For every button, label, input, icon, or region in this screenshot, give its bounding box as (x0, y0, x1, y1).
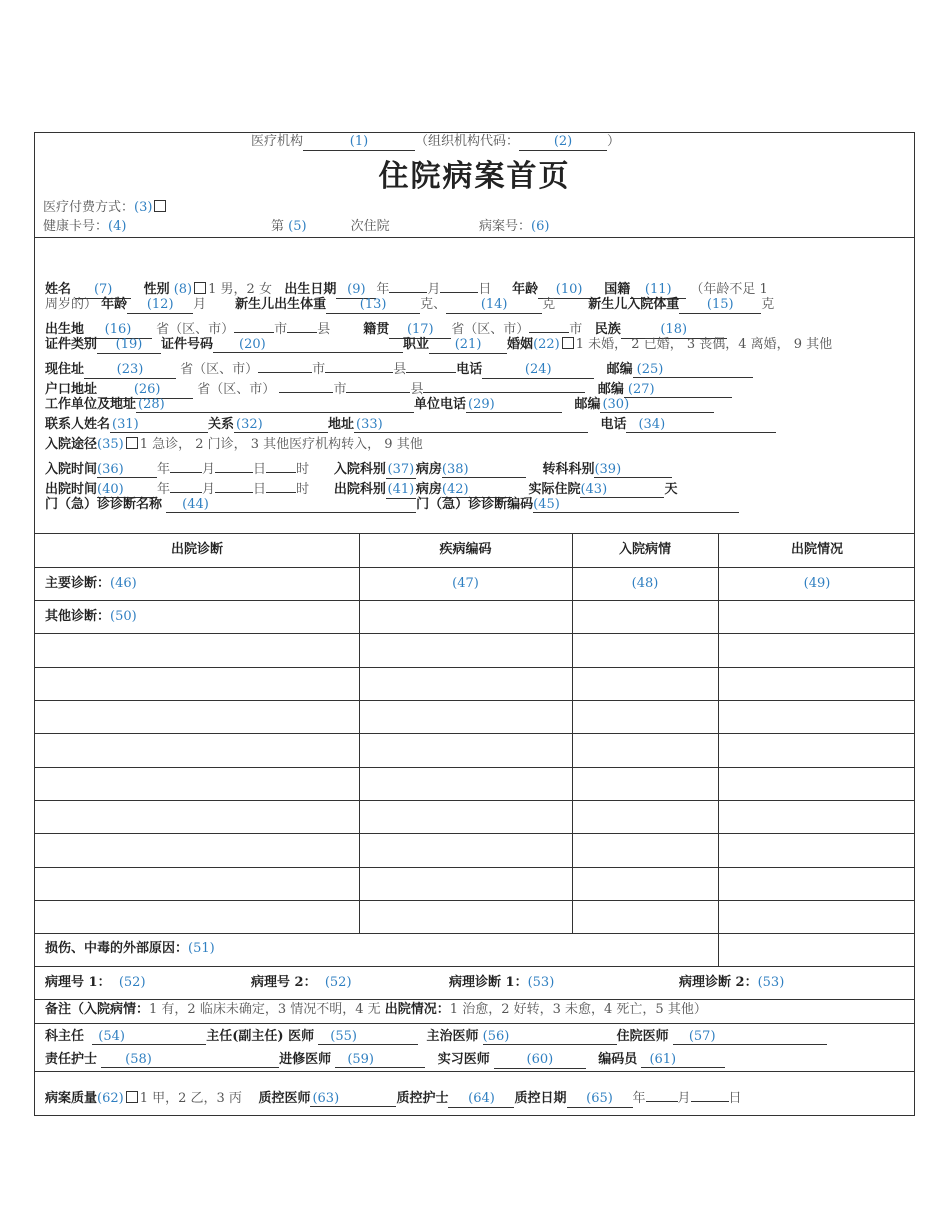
divider (35, 237, 914, 238)
field-14[interactable]: (14) (446, 297, 542, 314)
current-address-label: 现住址 (45, 362, 85, 377)
discharge-dept-label: 出院科别 (333, 482, 386, 497)
signature-row-2 (45, 1051, 725, 1069)
remarks-discharge: 1 治愈，2 好转，3 未愈，4 死亡，5 其他） (449, 1002, 707, 1017)
gram-label-1: 克 (542, 297, 556, 312)
field-38[interactable]: (38) (442, 462, 526, 478)
dis-year-label: 年 (157, 482, 171, 497)
row-line (35, 900, 914, 901)
birth-label: 出生日期 (284, 282, 337, 297)
field-58[interactable]: (58) (101, 1052, 279, 1068)
dis-month-field[interactable] (170, 476, 202, 493)
page-title: 住院病案首页 (378, 159, 571, 194)
qc-date-label: 质控日期 (514, 1091, 567, 1106)
header-disease-code: 疾病编码 (439, 542, 492, 557)
patient-row-2 (45, 296, 774, 314)
field-46: (46) (110, 576, 137, 591)
gram-sep: 克、 (420, 297, 447, 312)
addr-county-field[interactable] (325, 356, 393, 373)
field-30[interactable]: (30) (600, 397, 714, 413)
admit-dept-label: 入院科别 (333, 462, 386, 477)
path2-label: 病理号 2： (251, 975, 317, 990)
field-50: (50) (110, 609, 137, 624)
field-8: (8) (173, 282, 193, 297)
main-dx-cell[interactable] (45, 575, 137, 593)
row-line (35, 600, 914, 601)
nationality-label: 国籍 (604, 282, 631, 297)
health-card-label: 健康卡号： (43, 219, 109, 234)
field-65[interactable]: (65) (567, 1091, 633, 1108)
field-53b[interactable]: (53) (757, 975, 785, 990)
other-dx-label: 其他诊断： (45, 609, 111, 624)
admission-count (271, 218, 390, 236)
patient-row-8 (45, 416, 776, 434)
days-label: 天 (664, 482, 678, 497)
field-23[interactable]: (23) (84, 362, 176, 379)
field-55[interactable]: (55) (318, 1029, 418, 1045)
field-6[interactable]: (6) (531, 219, 550, 234)
sex-checkbox[interactable] (194, 282, 206, 294)
field-28[interactable]: (28) (136, 397, 414, 413)
close-paren: ） (607, 134, 621, 149)
hh-province-label: 省（区、市） (197, 382, 276, 397)
field-22: (22) (533, 337, 560, 352)
dis-day-field[interactable] (215, 476, 253, 493)
name-label: 姓名 (45, 282, 72, 297)
field-52a[interactable]: (52) (118, 975, 146, 990)
record-no-label: 病案号： (479, 219, 532, 234)
injury-label: 损伤、中毒的外部原因： (45, 941, 189, 956)
sex-label: 性别 (143, 282, 170, 297)
addr-county-label: 县 (393, 362, 407, 377)
field-59[interactable]: (59) (335, 1052, 425, 1068)
col-line (718, 533, 719, 966)
field-17[interactable]: (17) (389, 322, 451, 339)
dis-day-label: 日 (253, 482, 267, 497)
qc-day-label: 日 (728, 1091, 742, 1106)
relation-label: 关系 (208, 417, 235, 432)
field-52b[interactable]: (52) (324, 975, 352, 990)
remarks-admit: 1 有，2 临床未确定，3 情况不明，4 无 (149, 1002, 381, 1017)
city-label: 市 (274, 322, 288, 337)
pathdx2 (679, 974, 784, 992)
addr-city-label: 市 (312, 362, 326, 377)
remarks-label: 备注（入院病情： (45, 1002, 150, 1017)
day-label: 日 (478, 282, 492, 297)
payment-checkbox[interactable] (154, 200, 166, 212)
row-line (35, 933, 914, 934)
field-56[interactable]: (56) (483, 1029, 617, 1045)
birth-county-field[interactable] (287, 316, 317, 333)
age-label: 年龄 (512, 282, 539, 297)
addr-province-label: 省（区、市） (180, 362, 259, 377)
field-57[interactable]: (57) (673, 1029, 827, 1045)
field-45[interactable]: (45) (533, 497, 739, 513)
field-35: (35) (97, 437, 124, 452)
patient-row-7 (45, 396, 714, 414)
admit-day-label: 日 (253, 462, 267, 477)
field-4[interactable]: (4) (108, 219, 127, 234)
field-33[interactable]: (33) (354, 417, 588, 433)
resident-label: 住院医师 (616, 1029, 669, 1044)
field-19[interactable]: (19) (97, 337, 161, 354)
di-label: 第 (271, 219, 285, 234)
id-no-label: 证件号码 (161, 337, 214, 352)
field-48[interactable]: (48) (631, 576, 659, 591)
field-27[interactable]: (27) (624, 382, 732, 398)
field-42[interactable]: (42) (442, 482, 512, 498)
infant-month-label: 月 (193, 297, 207, 312)
row-line (35, 966, 914, 967)
field-61[interactable]: (61) (641, 1052, 725, 1068)
infant-note-a: （年龄不足 1 (690, 282, 768, 297)
field-37[interactable]: (37) (387, 462, 415, 477)
admit-hour-label: 时 (296, 462, 310, 477)
table-top-line (35, 533, 914, 534)
remarks-row (45, 1001, 707, 1019)
contact-phone-label: 电话 (600, 417, 627, 432)
institution-label: 医疗机构 (251, 134, 304, 149)
work-label: 工作单位及地址 (45, 397, 137, 412)
patient-row-12 (45, 496, 739, 514)
field-21[interactable]: (21) (429, 337, 507, 354)
field-54[interactable]: (54) (92, 1029, 206, 1045)
dis-hour-label: 时 (296, 482, 310, 497)
phone-label: 电话 (456, 362, 483, 377)
qc-day-field[interactable] (691, 1085, 729, 1102)
quality-label: 病案质量 (45, 1091, 98, 1106)
row-line (35, 667, 914, 668)
pathology2 (251, 974, 352, 992)
field-2[interactable]: (2) (519, 134, 607, 151)
admit-day-field[interactable] (215, 456, 253, 473)
addr-city-field[interactable] (258, 356, 312, 373)
row-line (35, 767, 914, 768)
payment-line (43, 199, 168, 217)
row-line (35, 867, 914, 868)
gram-label-2: 克 (761, 297, 775, 312)
field-53a[interactable]: (53) (527, 975, 555, 990)
record-no-line (479, 218, 549, 236)
admit-route-checkbox[interactable] (126, 437, 138, 449)
native-label: 籍贯 (363, 322, 390, 337)
field-29[interactable]: (29) (466, 397, 562, 413)
row-line (35, 800, 914, 801)
field-11[interactable]: (11) (630, 282, 686, 299)
field-49[interactable]: (49) (803, 576, 831, 591)
intern-label: 实习医师 (437, 1052, 490, 1067)
actual-stay-label: 实际住院 (528, 482, 581, 497)
ward-label: 病房 (415, 462, 442, 477)
year-label: 年 (376, 282, 390, 297)
row-line (35, 700, 914, 701)
month-label: 月 (427, 282, 441, 297)
op-dx-name-label: 门（急）诊诊断名称 (45, 497, 163, 512)
header-discharge-dx: 出院诊断 (170, 542, 223, 557)
hh-detail-field[interactable] (423, 376, 585, 393)
birth-day-field[interactable] (440, 276, 478, 293)
row-line (35, 567, 914, 568)
field-47[interactable]: (47) (452, 576, 479, 591)
transfer-label: 转科科别 (542, 462, 595, 477)
marital-checkbox[interactable] (562, 337, 574, 349)
county-label: 县 (317, 322, 331, 337)
dept-head-label: 科主任 (45, 1029, 85, 1044)
quality-options: 1 甲，2 乙，3 丙 (139, 1091, 242, 1106)
native-province-label: 省（区、市） (451, 322, 530, 337)
row-line (35, 1023, 914, 1024)
qc-year-label: 年 (632, 1091, 646, 1106)
field-25[interactable]: (25) (633, 362, 753, 378)
field-39[interactable]: (39) (594, 462, 672, 478)
discharge-time-label: 出院时间 (45, 482, 98, 497)
patient-row-4 (45, 336, 832, 354)
pathdx1 (449, 974, 554, 992)
row-line (35, 833, 914, 834)
row-line (35, 633, 914, 634)
birthplace-label: 出生地 (45, 322, 85, 337)
contact-address-label: 地址 (328, 417, 355, 432)
pathdx1-label: 病理诊断 1： (449, 975, 528, 990)
native-city-field[interactable] (529, 316, 569, 333)
field-63[interactable]: (63) (310, 1091, 396, 1107)
field-40[interactable]: (40) (97, 482, 157, 498)
infant-age-label: 年龄 (101, 297, 128, 312)
field-7[interactable]: (7) (75, 282, 131, 299)
qc-doc-label: 质控医师 (258, 1091, 311, 1106)
header-discharge-condition: 出院情况 (790, 542, 843, 557)
admit-hour-field[interactable] (266, 456, 296, 473)
id-type-label: 证件类别 (45, 337, 98, 352)
field-12[interactable]: (12) (127, 297, 193, 314)
household-label: 户口地址 (45, 382, 98, 397)
addr-detail-field[interactable] (406, 356, 456, 373)
field-36[interactable]: (36) (97, 462, 157, 478)
birth-city-field[interactable] (234, 316, 274, 333)
visiting-label: 进修医师 (279, 1052, 332, 1067)
infant-note-b: 周岁的） (45, 297, 98, 312)
hh-county-field[interactable] (346, 376, 410, 393)
field-13[interactable]: (13) (326, 297, 420, 314)
birth-month-field[interactable] (389, 276, 427, 293)
qc-nurse-label: 质控护士 (396, 1091, 449, 1106)
qc-month-label: 月 (677, 1091, 691, 1106)
field-5[interactable]: (5) (288, 219, 307, 234)
field-10[interactable]: (10) (538, 282, 600, 299)
col-line (572, 533, 573, 933)
qc-month-field[interactable] (646, 1085, 678, 1102)
field-31[interactable]: (31) (110, 417, 208, 433)
signature-row-1 (45, 1028, 827, 1046)
contact-label: 联系人姓名 (45, 417, 111, 432)
field-15[interactable]: (15) (679, 297, 761, 314)
marital-label: 婚姻 (507, 337, 534, 352)
header-admit-condition: 入院病情 (618, 542, 671, 557)
pathology-row (45, 974, 146, 992)
other-dx-cell[interactable] (45, 608, 137, 626)
field-34[interactable]: (34) (626, 417, 776, 433)
hh-county-label: 县 (410, 382, 424, 397)
dis-hour-field[interactable] (266, 476, 296, 493)
quality-checkbox[interactable] (126, 1091, 138, 1103)
field-1[interactable]: (1) (303, 134, 415, 151)
field-43[interactable]: (43) (580, 482, 664, 498)
admit-month-label: 月 (202, 462, 216, 477)
main-dx-label: 主要诊断： (45, 576, 111, 591)
native-city-label: 市 (569, 322, 583, 337)
field-16[interactable]: (16) (84, 322, 152, 339)
pathdx2-label: 病理诊断 2： (679, 975, 758, 990)
record-form (34, 132, 915, 1116)
field-64[interactable]: (64) (448, 1091, 514, 1108)
field-9[interactable]: (9) (336, 282, 376, 299)
admit-month-field[interactable] (170, 456, 202, 473)
dis-ward-label: 病房 (415, 482, 442, 497)
payment-label: 医疗付费方式： (43, 200, 135, 215)
org-code-label: （组织机构代码： (415, 134, 520, 149)
field-51: (51) (188, 941, 215, 956)
field-20[interactable]: (20) (213, 337, 403, 353)
occupation-label: 职业 (403, 337, 430, 352)
field-18[interactable]: (18) (621, 322, 727, 339)
field-62: (62) (97, 1091, 124, 1106)
ethnic-label: 民族 (594, 322, 621, 337)
quality-row (45, 1085, 742, 1108)
field-41[interactable]: (41) (387, 482, 415, 497)
row-line (35, 999, 914, 1000)
patient-row-9 (45, 436, 423, 454)
newborn-admit-weight-label: 新生儿入院体重 (588, 297, 680, 312)
institution-line (251, 133, 620, 151)
op-dx-code-label: 门（急）诊诊断编码 (416, 497, 534, 512)
sex-options: 1 男，2 女 (208, 282, 272, 297)
newborn-weight-label: 新生儿出生体重 (235, 297, 327, 312)
admit-route-options: 1 急诊， 2 门诊， 3 其他医疗机构转入， 9 其他 (139, 437, 423, 452)
coder-label: 编码员 (598, 1052, 638, 1067)
path1-label: 病理号 1： (45, 975, 111, 990)
nurse-label: 责任护士 (45, 1052, 98, 1067)
row-line (35, 733, 914, 734)
field-26[interactable]: (26) (101, 382, 193, 399)
field-24[interactable]: (24) (482, 362, 594, 379)
postcode-label: 邮编 (606, 362, 633, 377)
admit-time-label: 入院时间 (45, 462, 98, 477)
times-label: 次住院 (350, 219, 390, 234)
injury-cell[interactable] (45, 940, 215, 958)
field-3: (3) (134, 200, 153, 215)
health-card-line (43, 218, 126, 236)
chief-doc-label: 主任(副主任) 医师 (206, 1029, 315, 1044)
marital-options: 1 未婚， 2 已婚， 3 丧偶，4 离婚， 9 其他 (575, 337, 833, 352)
hh-city-field[interactable] (279, 376, 333, 393)
field-60[interactable]: (60) (494, 1052, 586, 1069)
province-label: 省（区、市） (156, 322, 235, 337)
row-line (35, 1071, 914, 1072)
work-phone-label: 单位电话 (414, 397, 467, 412)
admit-year-label: 年 (157, 462, 171, 477)
attending-label: 主治医师 (426, 1029, 479, 1044)
work-postcode-label: 邮编 (574, 397, 601, 412)
field-44[interactable]: (44) (166, 497, 416, 513)
remarks-discharge-label: 出院情况： (384, 1002, 450, 1017)
field-32[interactable]: (32) (234, 417, 328, 433)
dis-month-label: 月 (202, 482, 216, 497)
hh-city-label: 市 (333, 382, 347, 397)
admit-route-label: 入院途径 (45, 437, 98, 452)
col-line (359, 533, 360, 933)
hh-postcode-label: 邮编 (597, 382, 624, 397)
